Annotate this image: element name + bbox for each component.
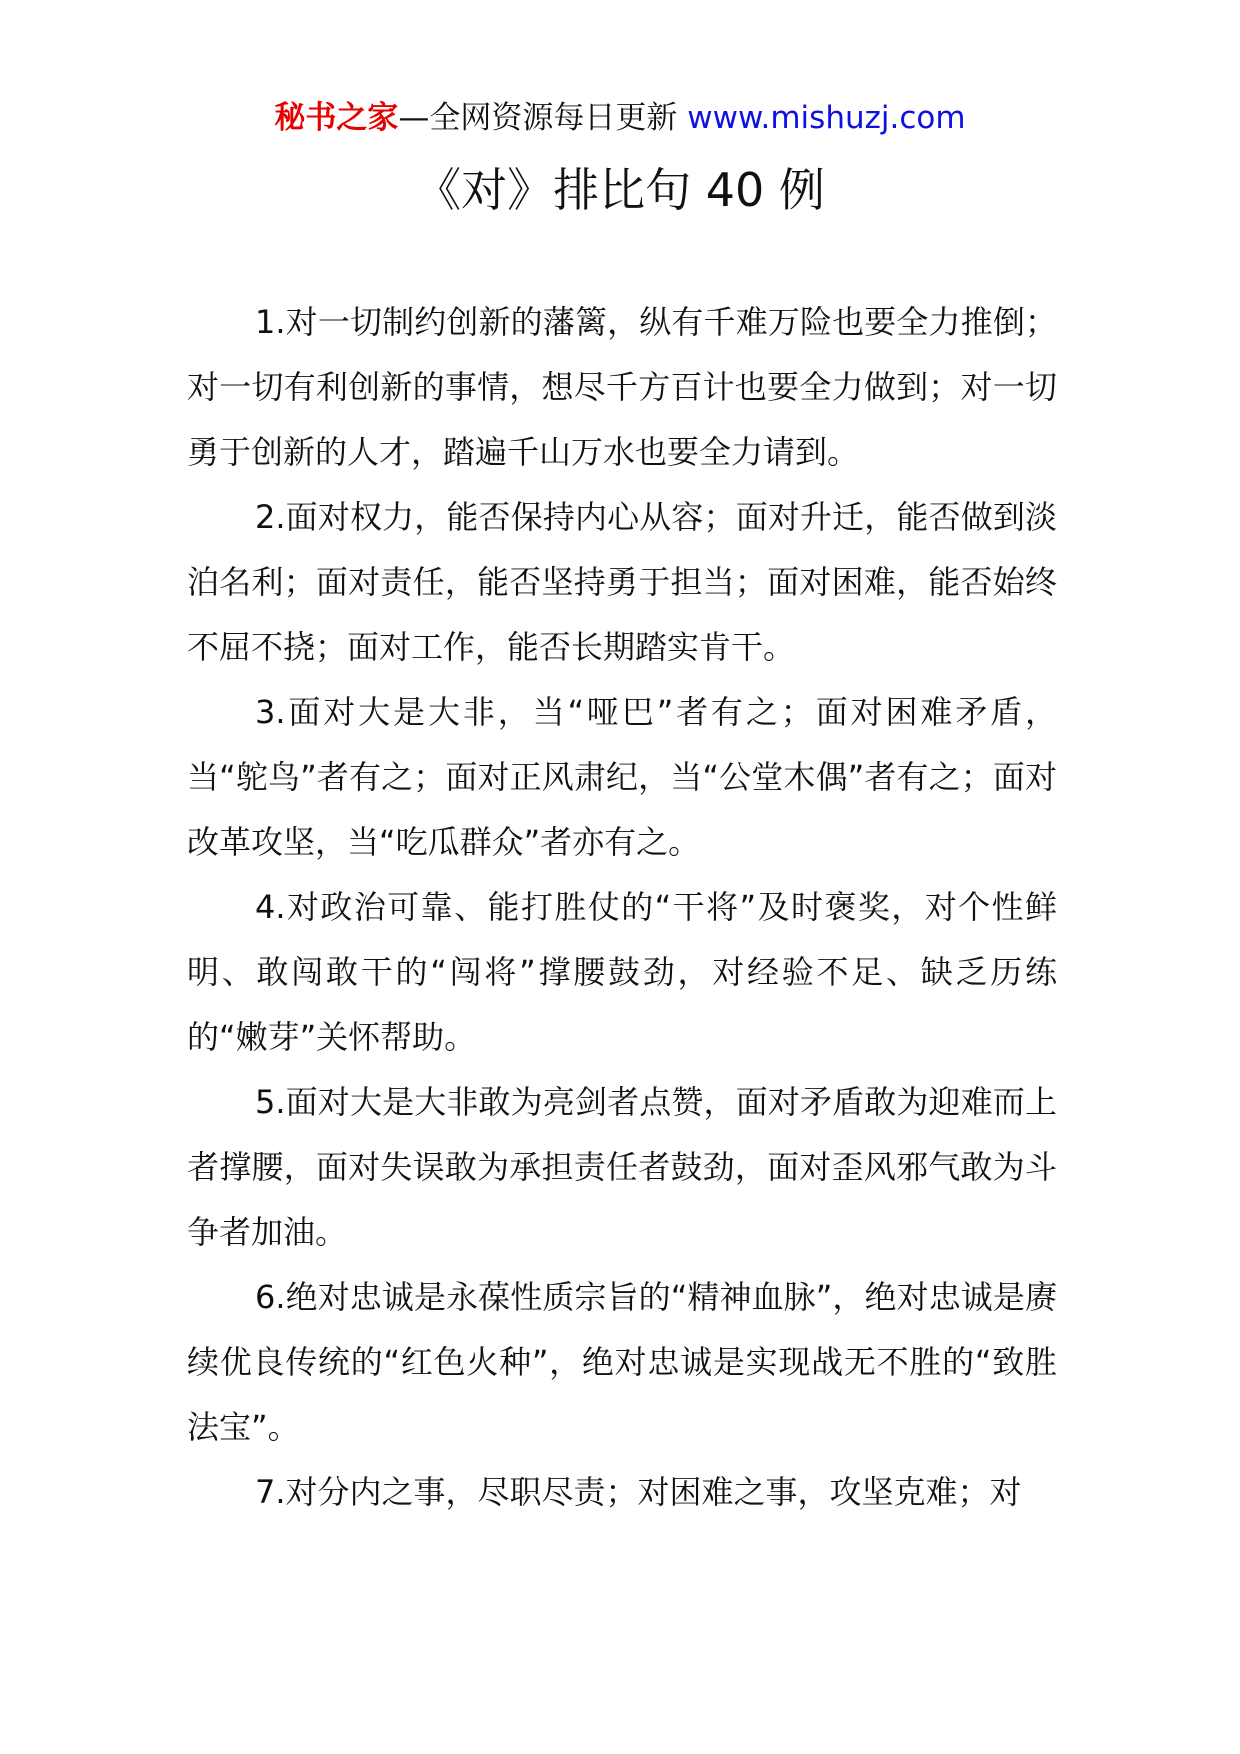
paragraph: 5.面对大是大非敢为亮剑者点赞，面对矛盾敢为迎难而上者撑腰，面对失误敢为承担责任者鼓劲，面对歪风邪气敢为斗争者加油。 <box>187 1083 1057 1251</box>
document-title: 《对》排比句 40 例 <box>415 163 825 217</box>
paragraph: 3.面对大是大非，当“哑巴”者有之；面对困难矛盾，当“鸵鸟”者有之；面对正风肃纪，当“公堂木偶”者有之；面对改革攻坚，当“吃瓜群众”者亦有之。 <box>187 693 1057 861</box>
paragraph: 6.绝对忠诚是永葆性质宗旨的“精神血脉”，绝对忠诚是赓续优良传统的“红色火种”，绝对忠诚是实现战无不胜的“致胜法宝”。 <box>187 1278 1057 1446</box>
paragraph: 4.对政治可靠、能打胜仗的“干将”及时褒奖，对个性鲜明、敢闯敢干的“闯将”撑腰鼓劲，对经验不足、缺乏历练的“嫩芽”关怀帮助。 <box>187 888 1057 1056</box>
site-header <box>0 98 1240 138</box>
document-body <box>187 290 1057 1525</box>
paragraph: 2.面对权力，能否保持内心从容；面对升迁，能否做到淡泊名利；面对责任，能否坚持勇于担当；面对困难，能否始终不屈不挠；面对工作，能否长期踏实肯干。 <box>187 498 1057 666</box>
paragraph: 7.对分内之事，尽职尽责；对困难之事，攻坚克难；对 <box>255 1473 1022 1511</box>
site-url-link[interactable]: www.mishuzj.com <box>687 100 966 136</box>
paragraph: 1.对一切制约创新的藩篱，纵有千难万险也要全力推倒；对一切有利创新的事情，想尽千方百计也要全力做到；对一切勇于创新的人才，踏遍千山万水也要全力请到。 <box>187 303 1057 471</box>
site-brand: 秘书之家 <box>274 100 399 136</box>
site-tagline: —全网资源每日更新 <box>398 100 678 136</box>
